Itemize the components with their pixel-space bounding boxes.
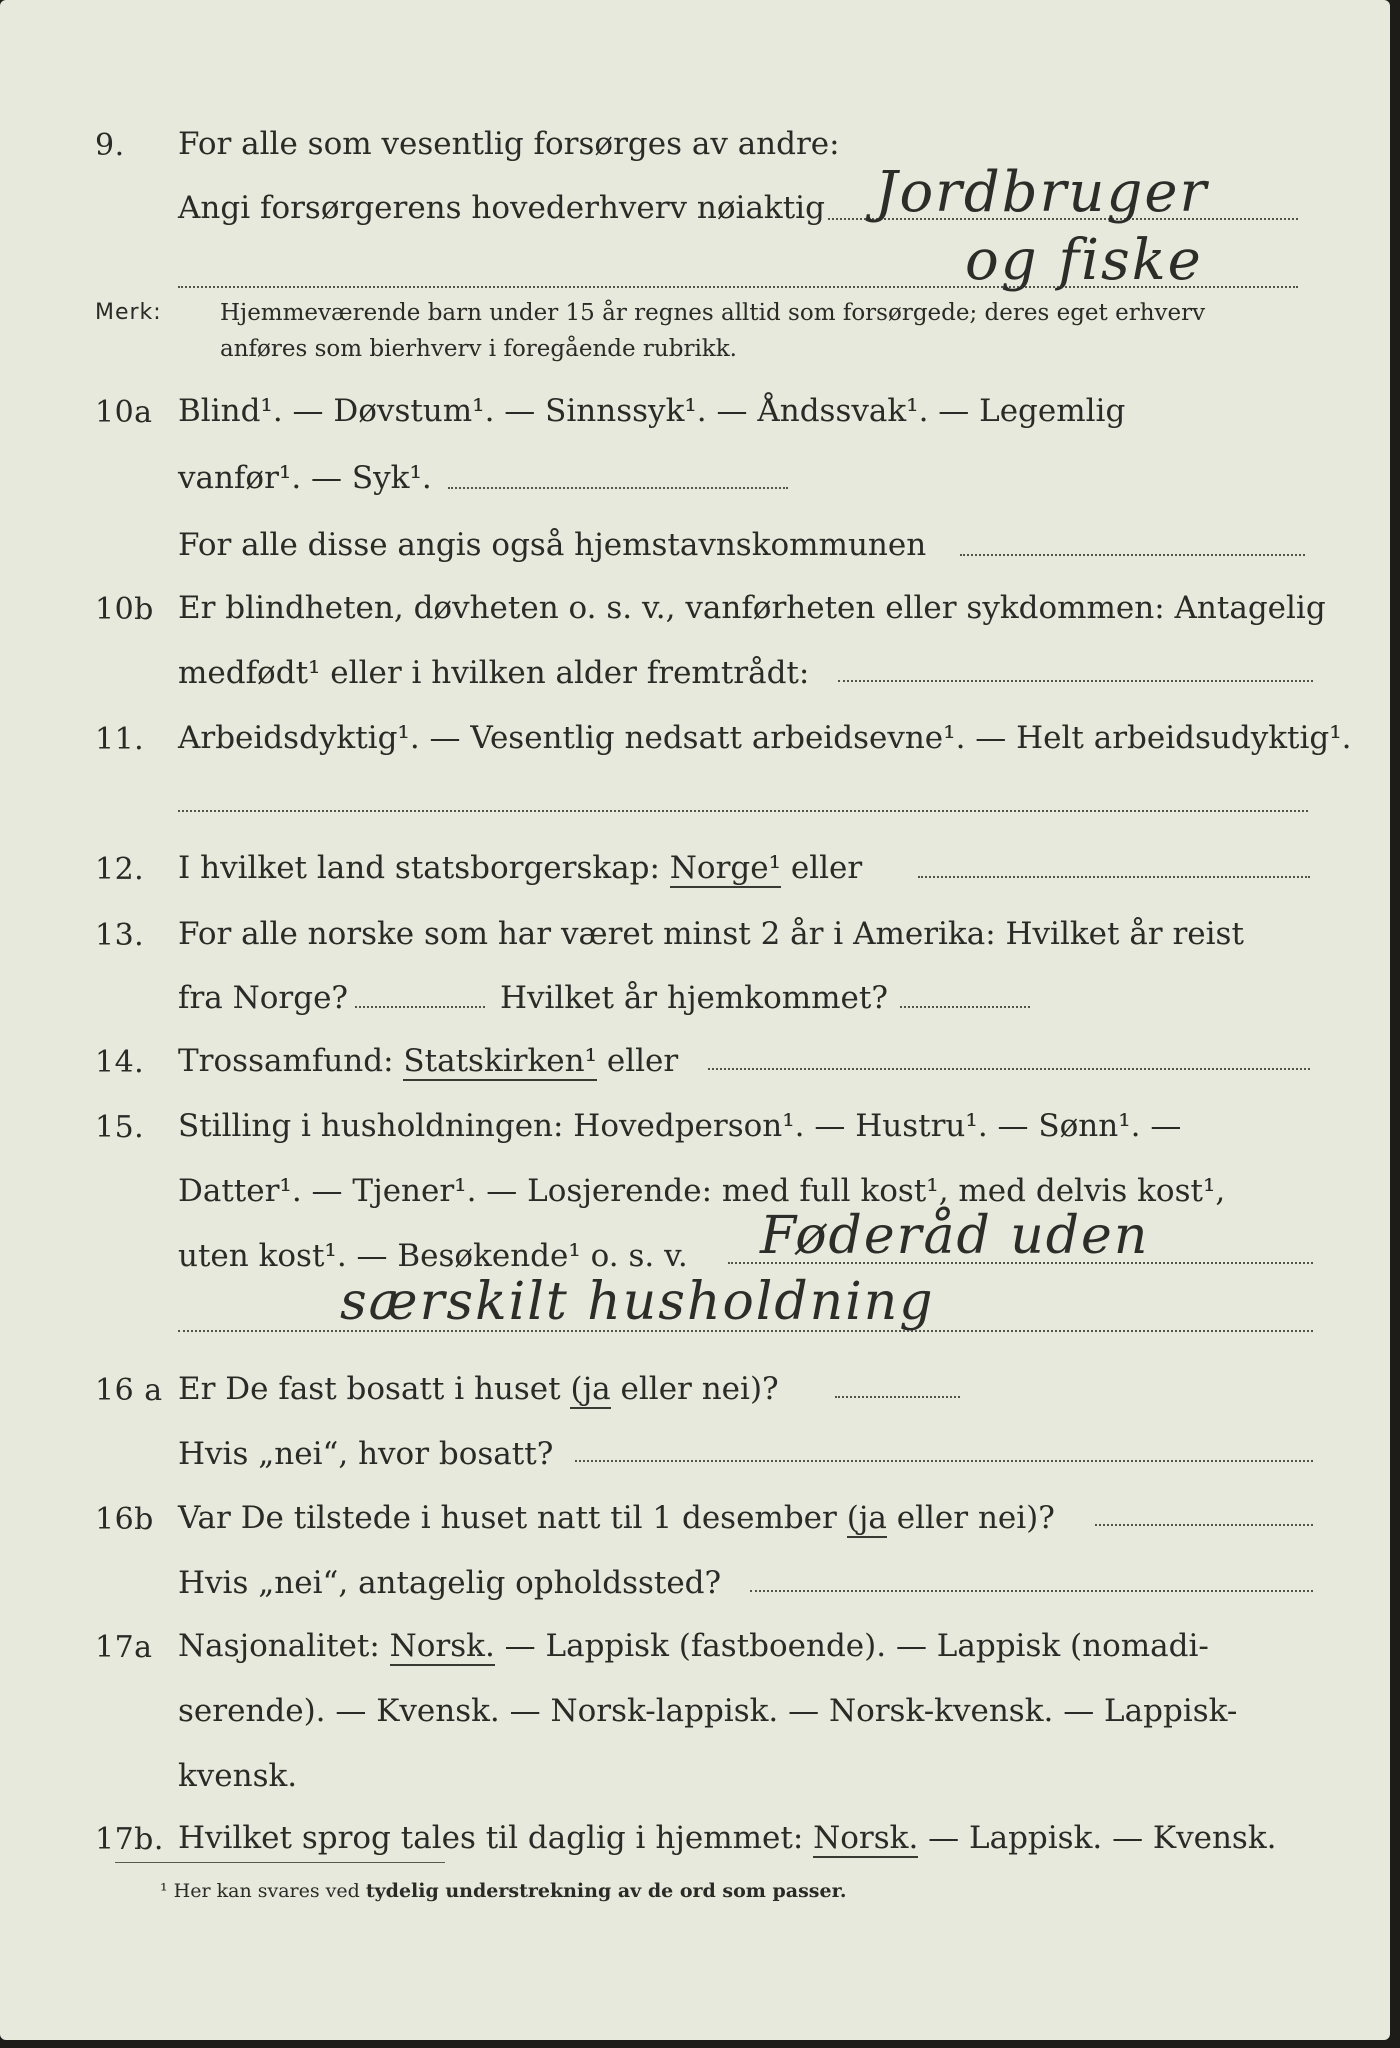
q10a-fill-line-1 (448, 487, 788, 489)
q12-line (178, 850, 862, 886)
q14-prompt: Trossamfund: (178, 1043, 404, 1079)
q9-number: 9. (95, 128, 125, 163)
q17a-line1 (178, 1628, 1209, 1664)
merk-line2: anføres som bierhverv i foregående rubrikk. (220, 336, 737, 362)
q15-number: 15. (95, 1110, 145, 1145)
q14-suffix: eller (597, 1043, 679, 1079)
q14-option-statskirken-underlined: Statskirken¹ (403, 1043, 597, 1079)
q16b-suffix: eller nei)? (886, 1500, 1055, 1536)
q12-prompt: I hvilket land statsborgerskap: (178, 850, 670, 886)
q15-line3: uten kost¹. — Besøkende¹ o. s. v. (178, 1238, 688, 1274)
q14-fill-line (708, 1068, 1310, 1070)
q16b-prompt: Var De tilstede i huset natt til 1 desember (178, 1500, 847, 1536)
q16a-fill-line-2 (575, 1460, 1313, 1462)
q10a-line2: vanfør¹. — Syk¹. (178, 460, 432, 496)
q15-handwritten-answer-1: Føderåd uden (760, 1206, 1150, 1266)
q9-line2: Angi forsørgerens hovederhverv nøiaktig (178, 190, 825, 226)
footnote-mark: ¹ (160, 1880, 168, 1902)
q9-handwritten-answer-1: Jordbruger (875, 160, 1209, 225)
q17a-prompt: Nasjonalitet: (178, 1628, 390, 1664)
q11-fill-line (178, 810, 1308, 812)
q10a-fill-line-2 (960, 554, 1305, 556)
q17a-suffix: — Lappisk (fastboende). — Lappisk (nomadi- (494, 1628, 1209, 1664)
q16b-line2: Hvis „nei“, antagelig opholdssted? (178, 1565, 722, 1601)
q15-handwritten-answer-2: særskilt husholdning (340, 1272, 935, 1332)
q17b-line (178, 1820, 1276, 1856)
q17a-number: 17a (95, 1630, 153, 1665)
q17a-line3: kvensk. (178, 1758, 298, 1794)
q10a-number: 10a (95, 395, 153, 430)
q15-line2: Datter¹. — Tjener¹. — Losjerende: med full kost¹, med delvis kost¹, (178, 1173, 1226, 1209)
q11-line1: Arbeidsdyktig¹. — Vesentlig nedsatt arbeidsevne¹. — Helt arbeidsudyktig¹. (178, 720, 1352, 756)
q9-handwritten-answer-2: og fiske (965, 228, 1203, 293)
q10b-fill-line (838, 680, 1313, 682)
q16a-suffix: eller nei)? (610, 1371, 779, 1407)
q12-fill-line (918, 876, 1310, 878)
q13-line1: For alle norske som har været minst 2 år i Amerika: Hvilket år reist (178, 916, 1244, 952)
q16a-line1 (178, 1371, 779, 1407)
q17b-option-norsk-underlined: Norsk. (813, 1820, 919, 1856)
q16b-fill-line-1 (1095, 1524, 1313, 1526)
q16b-fill-line-2 (750, 1590, 1313, 1592)
merk-line1: Hjemmeværende barn under 15 år regnes alltid som forsørgede; deres eget erhverv (220, 300, 1206, 326)
q16b-number: 16b (95, 1502, 154, 1537)
footnote-bold-text: tydelig understrekning av de ord som passer. (365, 1880, 847, 1902)
q16a-fill-line-1 (835, 1396, 960, 1398)
q11-number: 11. (95, 722, 145, 757)
q17a-line2: serende). — Kvensk. — Norsk-lappisk. — Norsk-kvensk. — Lappisk- (178, 1693, 1238, 1729)
q14-number: 14. (95, 1045, 145, 1080)
q9-line1: For alle som vesentlig forsørges av andre: (178, 126, 840, 162)
q13-line2b: Hvilket år hjemkommet? (500, 980, 888, 1016)
q17a-option-norsk-underlined: Norsk. (389, 1628, 495, 1664)
footnote-rule (115, 1862, 445, 1863)
q12-number: 12. (95, 852, 145, 887)
q10b-number: 10b (95, 592, 154, 627)
q12-suffix: eller (781, 850, 863, 886)
q10a-line3: For alle disse angis også hjemstavnskommunen (178, 527, 927, 563)
merk-label: Merk: (95, 300, 162, 325)
q10a-line1: Blind¹. — Døvstum¹. — Sinnssyk¹. — Åndssvak¹. — Legemlig (178, 393, 1126, 429)
q16a-line2: Hvis „nei“, hvor bosatt? (178, 1436, 554, 1472)
q16b-line1 (178, 1500, 1055, 1536)
q15-line1: Stilling i husholdningen: Hovedperson¹. — Hustru¹. — Sønn¹. — (178, 1108, 1182, 1144)
q13-line2a: fra Norge? (178, 980, 349, 1016)
q16a-prompt: Er De fast bosatt i huset (178, 1371, 571, 1407)
q17b-prompt: Hvilket sprog tales til daglig i hjemmet: (178, 1820, 814, 1856)
footnote-text: Her kan svares ved (173, 1880, 366, 1902)
q10b-line1: Er blindheten, døvheten o. s. v., vanførheten eller sykdommen: Antagelig (178, 590, 1326, 626)
q13-fill-line-1 (355, 1006, 485, 1008)
q13-number: 13. (95, 918, 145, 953)
q17b-suffix: — Lappisk. — Kvensk. (918, 1820, 1277, 1856)
footnote (160, 1880, 846, 1902)
q16a-number: 16 a (95, 1373, 163, 1408)
q14-line (178, 1043, 678, 1079)
q16b-option-ja-underlined: (ja (846, 1500, 887, 1536)
q10b-line2: medfødt¹ eller i hvilken alder fremtrådt: (178, 655, 810, 691)
q17b-number: 17b. (95, 1822, 164, 1857)
q16a-option-ja-underlined: (ja (570, 1371, 611, 1407)
q13-fill-line-2 (900, 1006, 1030, 1008)
q12-option-norge-underlined: Norge¹ (669, 850, 782, 886)
